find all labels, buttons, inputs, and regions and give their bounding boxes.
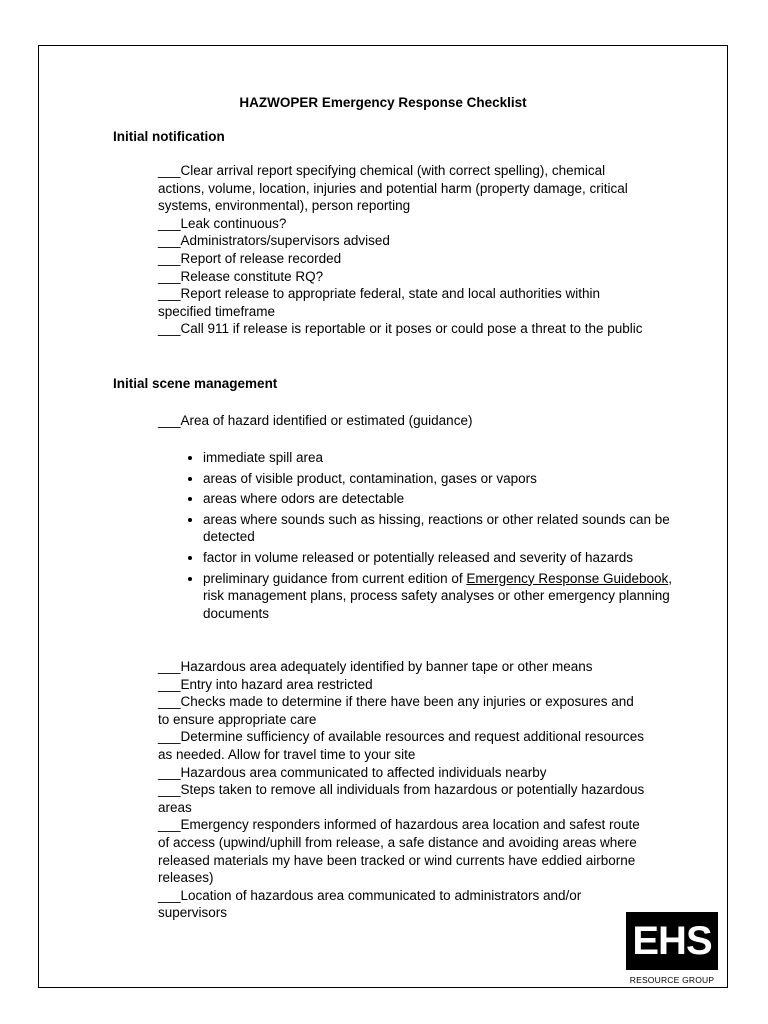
guidance-suffix: , risk management plans, process safety analyses or other emergency planning documents: [203, 570, 673, 621]
checklist-item: ___Steps taken to remove all individuals from hazardous or potentially hazardous areas: [158, 782, 645, 815]
guidance-prefix: preliminary guidance from current edition of: [203, 570, 467, 586]
section-heading-initial-scene-management: Initial scene management: [113, 376, 278, 391]
bullet-item: • immediate spill area: [203, 449, 673, 467]
checklist-item: ___Report of release recorded: [158, 250, 342, 266]
checklist-item: ___Area of hazard identified or estimated (guidance): [158, 413, 473, 428]
checklist-item: ___Leak continuous?: [158, 215, 287, 231]
bullet-item-guidance: [203, 570, 673, 623]
ehs-logo: EHS: [626, 912, 718, 970]
checklist-item: ___Administrators/supervisors advised: [158, 233, 390, 249]
bullet-item: • factor in volume released or potentially released and severity of hazards: [203, 549, 673, 567]
logo-subtitle: RESOURCE GROUP: [629, 975, 715, 985]
bullet-item: • areas of visible product, contamination, gases or vapors: [203, 470, 673, 488]
checklist-item: ___Report release to appropriate federal, state and local authorities within specified timeframe: [158, 286, 601, 319]
emergency-response-guidebook-link[interactable]: Emergency Response Guidebook: [466, 570, 669, 586]
checklist-item: ___Hazardous area adequately identified by banner tape or other means: [158, 659, 593, 674]
checklist-item: ___Location of hazardous area communicated to administrators and/or supervisors: [158, 887, 582, 921]
section-heading-initial-notification: Initial notification: [113, 129, 225, 144]
checklist-item: ___Determine sufficiency of available resources and request additional resources as needed. Allow for travel time to your site: [158, 729, 645, 762]
checklist-item: ___Release constitute RQ?: [158, 268, 324, 284]
checklist-item: ___Call 911 if release is reportable or it poses or could pose a threat to the public: [158, 321, 643, 337]
checklist-item: ___Emergency responders informed of hazardous area location and safest route of access (upwind/uphill from release, a safe distance and avoiding areas where released materials my have been tracked or wind currents have eddied airborne releases): [158, 817, 640, 886]
hazard-area-bullet-list: [180, 449, 673, 625]
checklist-item: ___Entry into hazard area restricted: [158, 676, 373, 692]
checklist-item: ___Hazardous area communicated to affected individuals nearby: [158, 764, 547, 780]
bullet-item: • areas where odors are detectable: [203, 490, 673, 508]
initial-notification-list: [158, 162, 648, 338]
document-page: [38, 45, 728, 988]
checklist-item: ___Checks made to determine if there have been any injuries or exposures and to ensure appropriate care: [158, 694, 634, 727]
scene-management-lead-item: [158, 412, 648, 430]
checklist-item: ___Clear arrival report specifying chemical (with correct spelling), chemical actions, volume, location, injuries and potential harm (property damage, critical systems, environmental), person reporting: [158, 163, 628, 214]
document-title: HAZWOPER Emergency Response Checklist: [239, 95, 527, 110]
bullet-item: • areas where sounds such as hissing, reactions or other related sounds can be detected: [203, 511, 673, 546]
scene-management-list: [158, 658, 648, 922]
